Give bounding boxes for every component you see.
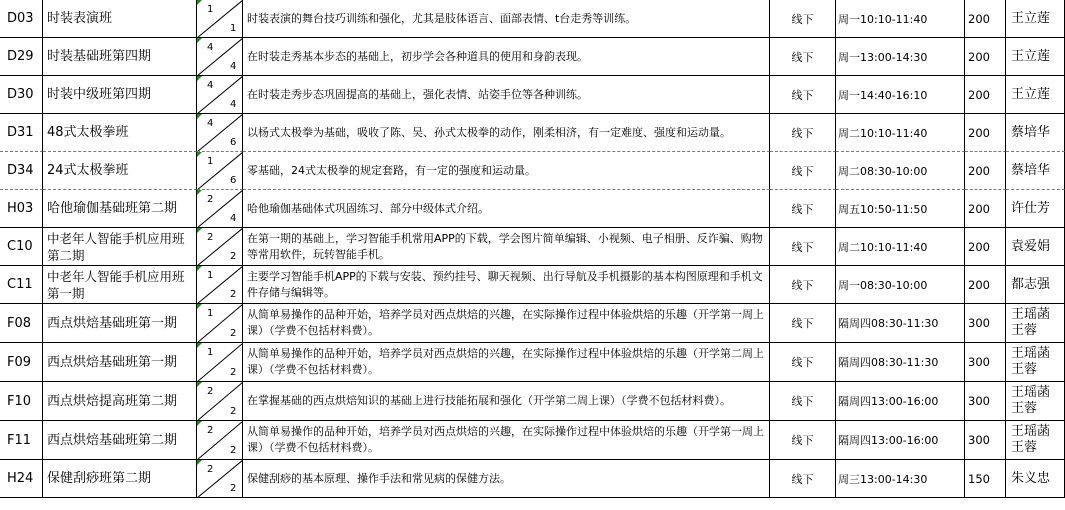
table-row: [0, 228, 1065, 266]
enrollment-cell: [197, 76, 243, 114]
teacher-name: 袁爱娟: [1011, 238, 1051, 254]
enrollment-current: 1: [207, 156, 214, 167]
course-description: 时装表演的舞台技巧训练和强化，尤其是肢体语言、面部表情、t台走秀等训练。: [247, 11, 637, 25]
course-mode-cell: 线下: [770, 228, 836, 266]
enrollment-cell: [197, 460, 243, 498]
teacher-name: 王立莲: [1011, 86, 1051, 102]
green-corner-marker: [197, 460, 202, 465]
course-fee-cell: 300: [965, 421, 1006, 460]
course-fee-cell: 200: [965, 76, 1006, 114]
course-fee-cell: 300: [965, 304, 1006, 343]
course-fee-cell: 300: [965, 343, 1006, 382]
table-row: [0, 38, 1065, 76]
enrollment-current: 2: [207, 464, 214, 475]
green-corner-marker: [197, 266, 202, 271]
course-mode-cell: 线下: [770, 190, 836, 228]
course-name-cell: 中老年人智能手机应用班第一期: [43, 266, 197, 304]
course-description: 主要学习智能手机APP的下载与安装、预约挂号、聊天视频、出行导航及手机摄影的基本构图原理和手机文件存储与编辑等。: [247, 269, 763, 299]
enrollment-capacity: 6: [230, 137, 237, 148]
course-description: 零基础，24式太极拳的规定套路，有一定的强度和运动量。: [247, 163, 536, 177]
green-corner-marker: [197, 228, 202, 233]
course-time-cell: 周二10:10-11:40: [836, 228, 965, 266]
enrollment-cell: [197, 38, 243, 76]
course-time-cell: 周一13:00-14:30: [836, 38, 965, 76]
teacher-cell: [1006, 304, 1065, 343]
teacher-name: 王蓉: [1011, 401, 1038, 416]
table-row: [0, 382, 1065, 421]
course-description-cell: [243, 114, 770, 152]
course-time-cell: 周一10:10-11:40: [836, 0, 965, 38]
green-corner-marker: [197, 421, 202, 426]
teacher-cell: [1006, 382, 1065, 421]
enrollment-cell: [197, 421, 243, 460]
enrollment-current: 4: [207, 42, 214, 53]
course-name-cell: 哈他瑜伽基础班第二期: [43, 190, 197, 228]
green-corner-marker: [197, 38, 202, 43]
teacher-cell: [1006, 460, 1065, 498]
enrollment-current: 4: [207, 118, 214, 129]
course-description-cell: [243, 228, 770, 266]
course-name-cell: 24式太极拳班: [43, 152, 197, 190]
course-name-cell: 西点烘焙基础班第二期: [43, 421, 197, 460]
course-description-cell: [243, 304, 770, 343]
course-time-cell: 隔周四08:30-11:30: [836, 343, 965, 382]
course-time-cell: 周二08:30-10:00: [836, 152, 965, 190]
course-mode-cell: 线下: [770, 266, 836, 304]
course-name-cell: 时装表演班: [43, 0, 197, 38]
course-fee-cell: 200: [965, 152, 1006, 190]
enrollment-cell: [197, 343, 243, 382]
enrollment-current: 2: [207, 425, 214, 436]
enrollment-capacity: 2: [230, 406, 237, 417]
course-description: 哈他瑜伽基础体式巩固练习、部分中级体式介绍。: [247, 201, 489, 215]
course-code-cell: D03: [0, 0, 43, 38]
teacher-cell: [1006, 190, 1065, 228]
enrollment-cell: [197, 304, 243, 343]
course-description: 以杨式太极拳为基础，吸收了陈、吴、孙式太极拳的动作，刚柔相济，有一定难度、强度和运动量。: [247, 125, 731, 139]
enrollment-capacity: 2: [230, 251, 237, 262]
course-fee-cell: 200: [965, 190, 1006, 228]
course-description: 从简单易操作的品种开始，培养学员对西点烘焙的兴趣，在实际操作过程中体验烘焙的乐趣（开学第二周上课）（学费不包括材料费）。: [247, 347, 764, 376]
teacher-cell: [1006, 38, 1065, 76]
teacher-name: 王蓉: [1011, 323, 1038, 338]
course-description: 从简单易操作的品种开始，培养学员对西点烘焙的兴趣，在实际操作过程中体验烘焙的乐趣（开学第一周上课）（学费不包括材料费）。: [247, 425, 764, 454]
enrollment-capacity: 6: [230, 175, 237, 186]
enrollment-cell: [197, 228, 243, 266]
green-corner-marker: [197, 76, 202, 81]
course-mode-cell: 线下: [770, 343, 836, 382]
enrollment-cell: [197, 114, 243, 152]
course-code-cell: H24: [0, 460, 43, 498]
course-description-cell: [243, 343, 770, 382]
course-description: 保健刮痧的基本原理、操作手法和常见病的保健方法。: [247, 471, 511, 485]
course-description-cell: [243, 190, 770, 228]
enrollment-current: 4: [207, 80, 214, 91]
enrollment-capacity: 2: [230, 445, 237, 456]
table-row: [0, 460, 1065, 498]
course-name-cell: 保健刮痧班第二期: [43, 460, 197, 498]
table-row: [0, 114, 1065, 152]
course-name-cell: 中老年人智能手机应用班第二期: [43, 228, 197, 266]
course-time-cell: 周二10:10-11:40: [836, 114, 965, 152]
course-description-cell: [243, 152, 770, 190]
enrollment-capacity: 1: [230, 23, 237, 34]
enrollment-capacity: 4: [230, 99, 237, 110]
course-fee-cell: 150: [965, 460, 1006, 498]
course-name-cell: 48式太极拳班: [43, 114, 197, 152]
course-code-cell: D30: [0, 76, 43, 114]
course-description: 在第一期的基础上，学习智能手机常用APP的下载，学会图片简单编辑、小视频、电子相册、反诈骗、购物等常用软件，玩转智能手机。: [247, 231, 763, 261]
teacher-name: 朱义忠: [1011, 470, 1051, 486]
table-row: [0, 152, 1065, 190]
course-mode-cell: 线下: [770, 0, 836, 38]
teacher-name: 王立莲: [1011, 10, 1051, 26]
course-code-cell: F11: [0, 421, 43, 460]
enrollment-cell: [197, 0, 243, 38]
green-corner-marker: [197, 190, 202, 195]
course-name-cell: 时装基础班第四期: [43, 38, 197, 76]
course-mode-cell: 线下: [770, 114, 836, 152]
course-mode-cell: 线下: [770, 304, 836, 343]
teacher-cell: [1006, 152, 1065, 190]
course-mode-cell: 线下: [770, 460, 836, 498]
course-code-cell: D29: [0, 38, 43, 76]
course-time-cell: 周一08:30-10:00: [836, 266, 965, 304]
course-code-cell: D34: [0, 152, 43, 190]
teacher-name: 蔡培华: [1011, 162, 1051, 178]
course-fee-cell: 200: [965, 114, 1006, 152]
teacher-name: 许仕芳: [1011, 200, 1051, 216]
course-fee-cell: 200: [965, 38, 1006, 76]
course-code-cell: F08: [0, 304, 43, 343]
green-corner-marker: [197, 114, 202, 119]
course-time-cell: 周一14:40-16:10: [836, 76, 965, 114]
course-description: 在时装走秀基本步态的基础上，初步学会各种道具的使用和身韵表现。: [247, 49, 588, 63]
course-description: 在时装走秀步态巩固提高的基础上，强化表情、站姿手位等各种训练。: [247, 87, 588, 101]
teacher-name: 王瑶菡: [1011, 385, 1051, 400]
green-corner-marker: [197, 382, 202, 387]
table-row: [0, 304, 1065, 343]
course-code-cell: H03: [0, 190, 43, 228]
course-description-cell: [243, 460, 770, 498]
course-mode-cell: 线下: [770, 152, 836, 190]
table-row: [0, 343, 1065, 382]
teacher-name: 都志强: [1011, 276, 1051, 292]
teacher-cell: [1006, 343, 1065, 382]
course-time-cell: 隔周四13:00-16:00: [836, 382, 965, 421]
teacher-name: 王瑶菡: [1011, 307, 1051, 322]
course-code-cell: D31: [0, 114, 43, 152]
course-mode-cell: 线下: [770, 382, 836, 421]
teacher-cell: [1006, 228, 1065, 266]
table-row: [0, 266, 1065, 304]
enrollment-cell: [197, 152, 243, 190]
course-time-cell: 周三13:00-14:30: [836, 460, 965, 498]
teacher-name: 王瑶菡: [1011, 424, 1051, 439]
enrollment-capacity: 2: [230, 328, 237, 339]
course-description: 从简单易操作的品种开始，培养学员对西点烘焙的兴趣，在实际操作过程中体验烘焙的乐趣（开学第一周上课）（学费不包括材料费）。: [247, 308, 764, 337]
teacher-name: 蔡培华: [1011, 124, 1051, 140]
teacher-name: 王立莲: [1011, 48, 1051, 64]
green-corner-marker: [197, 343, 202, 348]
enrollment-current: 2: [207, 386, 214, 397]
course-mode-cell: 线下: [770, 76, 836, 114]
enrollment-current: 1: [207, 4, 214, 15]
teacher-cell: [1006, 421, 1065, 460]
table-row: [0, 190, 1065, 228]
teacher-name: 王蓉: [1011, 362, 1038, 377]
course-description-cell: [243, 266, 770, 304]
enrollment-cell: [197, 190, 243, 228]
table-row: [0, 421, 1065, 460]
teacher-name: 王瑶菡: [1011, 346, 1051, 361]
course-time-cell: 周五10:50-11:50: [836, 190, 965, 228]
course-time-cell: 隔周四13:00-16:00: [836, 421, 965, 460]
teacher-cell: [1006, 114, 1065, 152]
enrollment-current: 2: [207, 232, 214, 243]
teacher-cell: [1006, 0, 1065, 38]
course-time-cell: 隔周四08:30-11:30: [836, 304, 965, 343]
table-row: [0, 76, 1065, 114]
course-code-cell: F10: [0, 382, 43, 421]
table-row: [0, 0, 1065, 38]
course-description-cell: [243, 76, 770, 114]
course-description: 在掌握基础的西点烘焙知识的基础上进行技能拓展和强化（开学第二周上课）（学费不包括材料费）。: [247, 394, 731, 407]
enrollment-cell: [197, 382, 243, 421]
course-fee-cell: 200: [965, 228, 1006, 266]
course-name-cell: 时装中级班第四期: [43, 76, 197, 114]
enrollment-current: 2: [207, 194, 214, 205]
course-mode-cell: 线下: [770, 38, 836, 76]
course-description-cell: [243, 38, 770, 76]
enrollment-cell: [197, 266, 243, 304]
enrollment-capacity: 2: [230, 289, 237, 300]
course-description-cell: [243, 0, 770, 38]
course-description-cell: [243, 382, 770, 421]
enrollment-capacity: 4: [230, 61, 237, 72]
enrollment-current: 1: [207, 308, 214, 319]
course-code-cell: C11: [0, 266, 43, 304]
green-corner-marker: [197, 0, 202, 5]
green-corner-marker: [197, 152, 202, 157]
green-corner-marker: [197, 304, 202, 309]
course-fee-cell: 200: [965, 0, 1006, 38]
course-code-cell: C10: [0, 228, 43, 266]
course-fee-cell: 200: [965, 266, 1006, 304]
teacher-cell: [1006, 266, 1065, 304]
teacher-cell: [1006, 76, 1065, 114]
teacher-name: 王蓉: [1011, 440, 1038, 455]
course-name-cell: 西点烘焙提高班第二期: [43, 382, 197, 421]
course-fee-cell: 300: [965, 382, 1006, 421]
course-code-cell: F09: [0, 343, 43, 382]
enrollment-capacity: 2: [230, 483, 237, 494]
enrollment-capacity: 2: [230, 367, 237, 378]
course-mode-cell: 线下: [770, 421, 836, 460]
enrollment-current: 1: [207, 270, 214, 281]
course-name-cell: 西点烘焙基础班第一期: [43, 304, 197, 343]
enrollment-current: 1: [207, 347, 214, 358]
enrollment-capacity: 4: [230, 213, 237, 224]
course-name-cell: 西点烘焙基础班第一期: [43, 343, 197, 382]
course-description-cell: [243, 421, 770, 460]
